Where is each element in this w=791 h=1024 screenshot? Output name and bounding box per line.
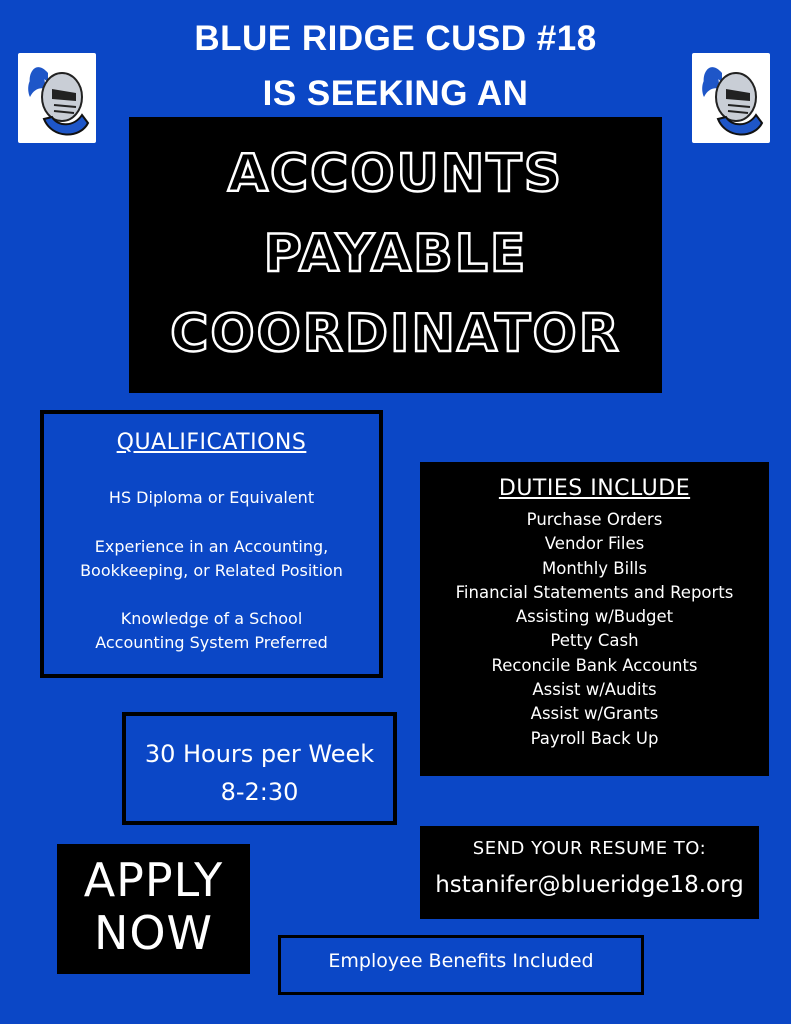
work-schedule: 8-2:30 (220, 778, 299, 806)
position-title-line-2: PAYABLE (263, 224, 528, 284)
duties-list (420, 508, 769, 751)
resume-contact-box (420, 826, 759, 919)
position-title-line-1: ACCOUNTS (227, 144, 564, 204)
header-line-2: IS SEEKING AN (262, 74, 529, 113)
apply-now-box (57, 844, 250, 974)
position-title-box (129, 117, 662, 393)
qualification-item: Accounting System Preferred (95, 633, 328, 652)
header-line-1: BLUE RIDGE CUSD #18 (194, 19, 597, 58)
knight-logo-left (18, 53, 96, 143)
hours-per-week: 30 Hours per Week (144, 740, 375, 768)
send-resume-heading: SEND YOUR RESUME TO: (472, 838, 707, 859)
qualification-item: Bookkeeping, or Related Position (80, 561, 343, 580)
qualifications-box (40, 410, 383, 678)
position-title-line-3: COORDINATOR (170, 304, 621, 364)
qualification-item: Experience in an Accounting, (94, 537, 329, 556)
now-text: NOW (93, 906, 214, 960)
knight-logo-right (692, 53, 770, 143)
duty-item: Vendor Files (544, 534, 645, 554)
duty-item: Financial Statements and Reports (455, 582, 734, 602)
qualifications-heading: QUALIFICATIONS (116, 430, 307, 455)
benefits-box (278, 935, 644, 995)
qualification-item: HS Diploma or Equivalent (108, 488, 315, 507)
hours-box (122, 712, 397, 825)
duty-item: Assist w/Grants (530, 704, 659, 724)
duty-item: Monthly Bills (542, 558, 647, 578)
duty-item: Assisting w/Budget (515, 607, 674, 627)
duty-item: Payroll Back Up (530, 728, 659, 748)
knight-helmet-icon (18, 53, 96, 143)
duty-item: Assist w/Audits (532, 680, 657, 700)
qualification-item: Knowledge of a School (120, 609, 303, 628)
duties-box (420, 462, 769, 776)
benefits-text: Employee Benefits Included (328, 950, 594, 972)
duty-item: Petty Cash (550, 631, 639, 651)
duty-item: Purchase Orders (526, 510, 663, 529)
contact-email[interactable]: hstanifer@blueridge18.org (435, 872, 744, 898)
duties-heading: DUTIES INCLUDE (498, 476, 691, 501)
apply-text: APPLY (83, 853, 224, 907)
duty-item: Reconcile Bank Accounts (491, 655, 698, 675)
knight-helmet-icon (692, 53, 770, 143)
